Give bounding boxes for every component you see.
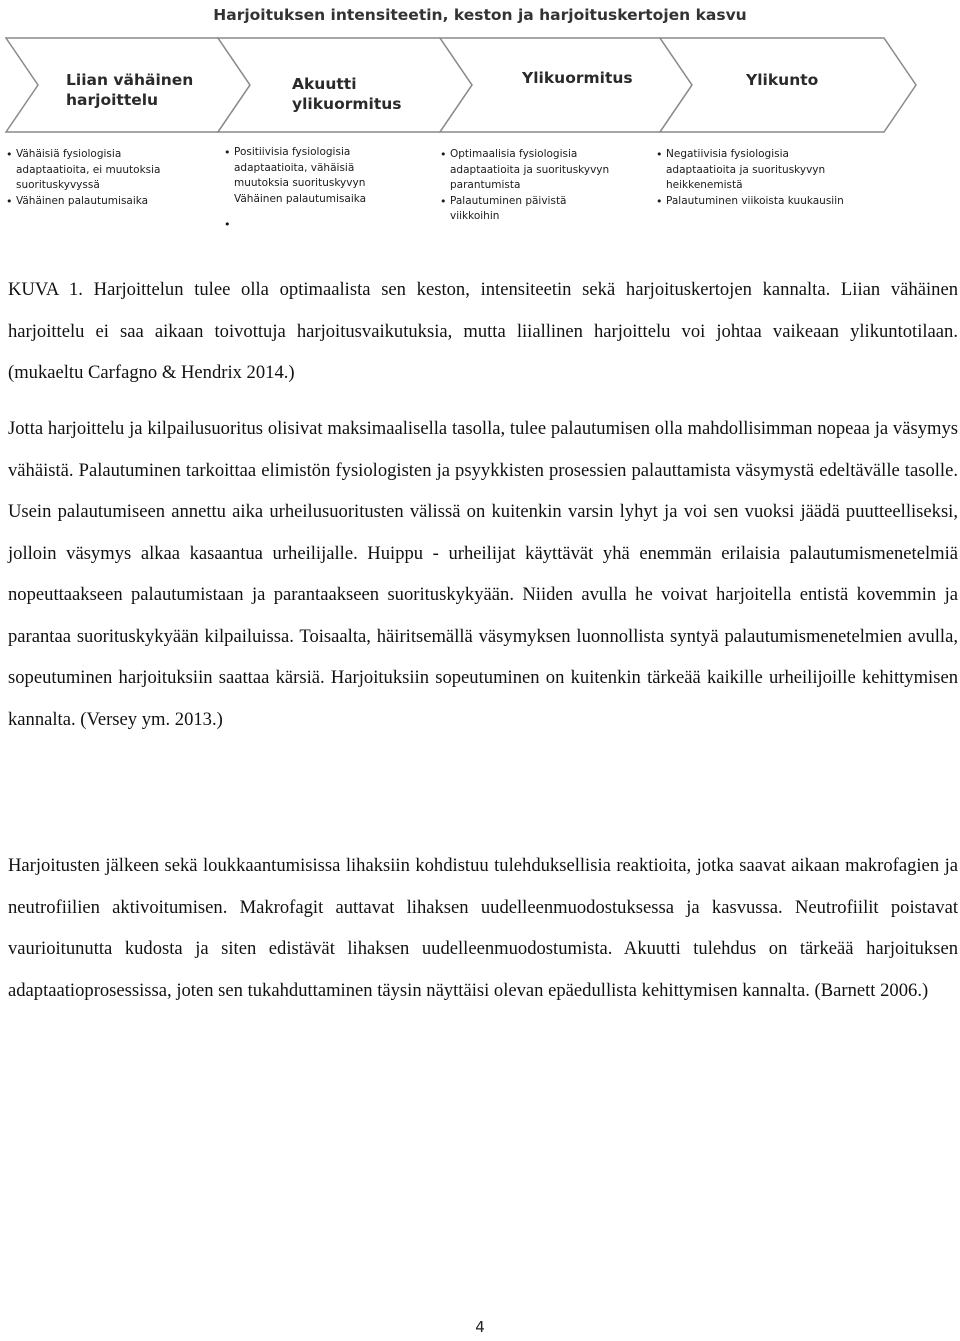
body-paragraph-inflammation: Harjoitusten jälkeen sekä loukkaantumisissa lihaksiin kohdistuu tulehduksellisia reaktioita, jotka saavat aikaan makrofagien ja neutrofiilien aktivoitumisen. Makrofagit auttavat lihaksen uudelleenmuodostuksessa ja kasvussa. Neutrofiilit poistavat vaurioitunutta kudosta ja siten edistävät lihaksen uudelleenmuodostumista. Akuutti tulehdus on tärkeää harjoituksen adaptaatioprosessissa, joten sen tukahduttaminen täysin näyttäisi olevan epäedullista kehittymisen kannalta. (Barnett 2006.) — [8, 855, 958, 1001]
empty-bullet: • — [224, 218, 231, 231]
stage-2-label: Akuutti ylikuormitus — [292, 75, 402, 113]
stage-4-bullets: • Negatiivisia fysiologisia adaptaatioita ja suorituskyvyn heikkenemistä • Palautuminen viikoista kuukausiin — [656, 147, 844, 209]
page-number: 4 — [475, 1318, 485, 1336]
bullet-item: • Vähäinen palautumisaika — [6, 194, 160, 210]
bullet-item: • Positiivisia fysiologisia — [224, 145, 366, 161]
stage-4-label: Ylikunto — [746, 71, 819, 89]
bullet-item: • Optimaalisia fysiologisia — [440, 147, 609, 163]
training-load-figure — [0, 0, 960, 250]
body-paragraph-recovery: Jotta harjoittelu ja kilpailusuoritus olisivat maksimaalisella tasolla, tulee palautumisen olla mahdollisimman nopeaa ja väsymys vähäistä. Palautuminen tarkoittaa elimistön fysiologisten ja psyykkisten prosessien palauttamista väsymystä edeltävälle tasolle. Usein palautumiseen annettu aika urheilusuoritusten välissä on kuitenkin varsin lyhyt ja voi sen vuoksi jäädä puutteelliseksi, jolloin väsymys alkaa kasaantua urheilijalle. Huippu - urheilijat käyttävät yhä enemmän erilaisia palautumismenetelmiä nopeuttaakseen palautumistaan ja parantaakseen suorituskykyään. Niiden avulla he voivat harjoitella entistä kovemmin ja parantaa suorituskykyään kilpailuissa. Toisaalta, häiritsemällä väsymyksen luonnollista syntyä palautumismenetelmien avulla, sopeutuminen harjoituksiin saattaa kärsiä. Harjoituksiin sopeutuminen on kuitenkin tärkeää kaikille urheilijoille kehittymisen kannalta. (Versey ym. 2013.) — [8, 418, 958, 730]
stage-2-bullets: • Positiivisia fysiologisia adaptaatioita, vähäisiä muutoksia suorituskyvyn Vähäinen palautumisaika — [224, 145, 366, 207]
stage-1-label: Liian vähäinen harjoittelu — [66, 71, 194, 109]
bullet-item: • Palautuminen päivistä — [440, 194, 609, 210]
figure-title: Harjoituksen intensiteetin, keston ja harjoituskertojen kasvu — [213, 6, 747, 24]
figure-caption: KUVA 1. Harjoittelun tulee olla optimaalista sen keston, intensiteetin sekä harjoituskertojen kannalta. Liian vähäinen harjoittelu ei saa aikaan toivottuja harjoitusvaikutuksia, mutta liiallinen harjoittelu voi johtaa vaikeaan ylikuntotilaan. (mukaeltu Carfagno & Hendrix 2014.) — [8, 279, 958, 383]
stage-3-label: Ylikuormitus — [522, 69, 633, 87]
bullet-item: • Palautuminen viikoista kuukausiin — [656, 194, 844, 210]
bullet-item: • Vähäisiä fysiologisia — [6, 147, 160, 163]
stage-3-bullets: • Optimaalisia fysiologisia adaptaatioita ja suorituskyvyn parantumista • Palautuminen päivistä viikkoihin — [440, 147, 609, 225]
stage-1-bullets: • Vähäisiä fysiologisia adaptaatioita, ei muutoksia suorituskyvyssä • Vähäinen palautumisaika — [6, 147, 160, 209]
bullet-item: • Negatiivisia fysiologisia — [656, 147, 844, 163]
